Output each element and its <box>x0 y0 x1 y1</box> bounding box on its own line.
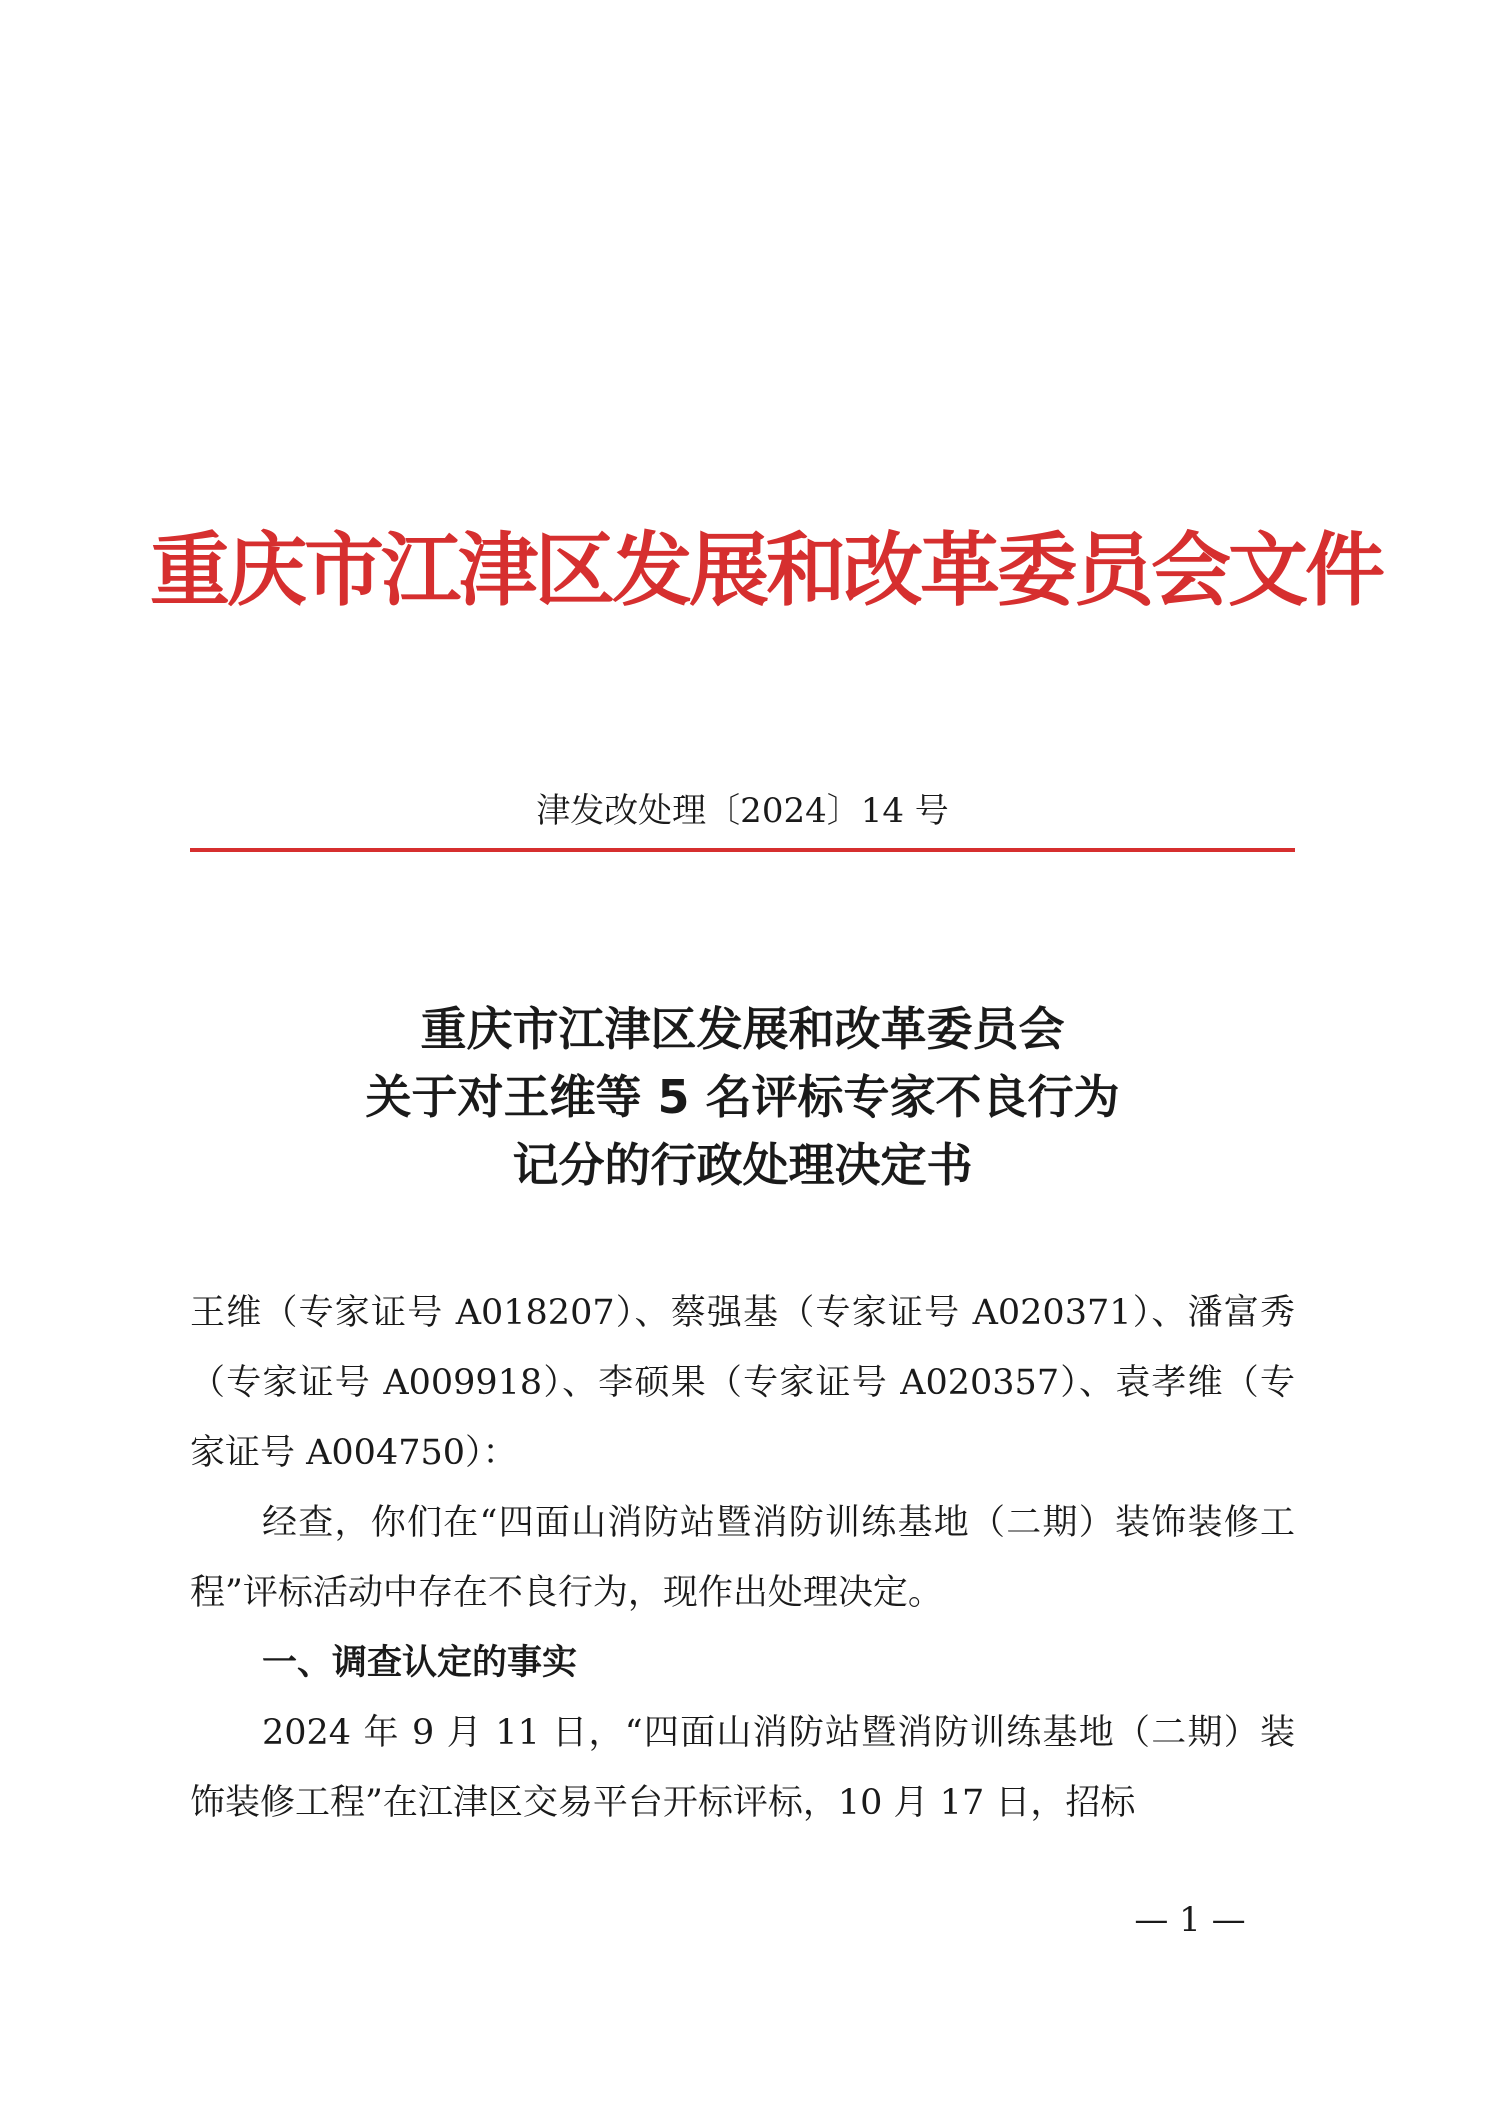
issuer-masthead: 重庆市江津区发展和改革委员会文件 <box>150 523 1382 617</box>
title-line-1: 重庆市江津区发展和改革委员会 <box>420 1002 1065 1056</box>
title-line-2: 关于对王维等 5 名评标专家不良行为 <box>365 1070 1120 1124</box>
document-number: 津发改处理〔2024〕14 号 <box>536 791 949 831</box>
section-heading-facts: 一、调查认定的事实 <box>262 1643 578 1683</box>
addressee-paragraph: 王维（专家证号 A018207）、蔡强基（专家证号 A020371）、潘富秀（专家证号 A009918）、李硕果（专家证号 A020357）、袁孝维（专家证号 A004750）： <box>190 1293 1295 1473</box>
document-title <box>190 995 1295 1199</box>
intro-paragraph: 经查，你们在“四面山消防站暨消防训练基地（二期）装饰装修工程”评标活动中存在不良行为，现作出处理决定。 <box>190 1503 1295 1613</box>
document-body <box>190 1278 1295 1838</box>
title-line-3: 记分的行政处理决定书 <box>512 1138 973 1192</box>
red-divider-line <box>190 848 1295 852</box>
page-number: — 1 — <box>1134 1900 1246 1940</box>
facts-paragraph: 2024 年 9 月 11 日，“四面山消防站暨消防训练基地（二期）装饰装修工程”在江津区交易平台开标评标，10 月 17 日，招标 <box>190 1713 1295 1823</box>
